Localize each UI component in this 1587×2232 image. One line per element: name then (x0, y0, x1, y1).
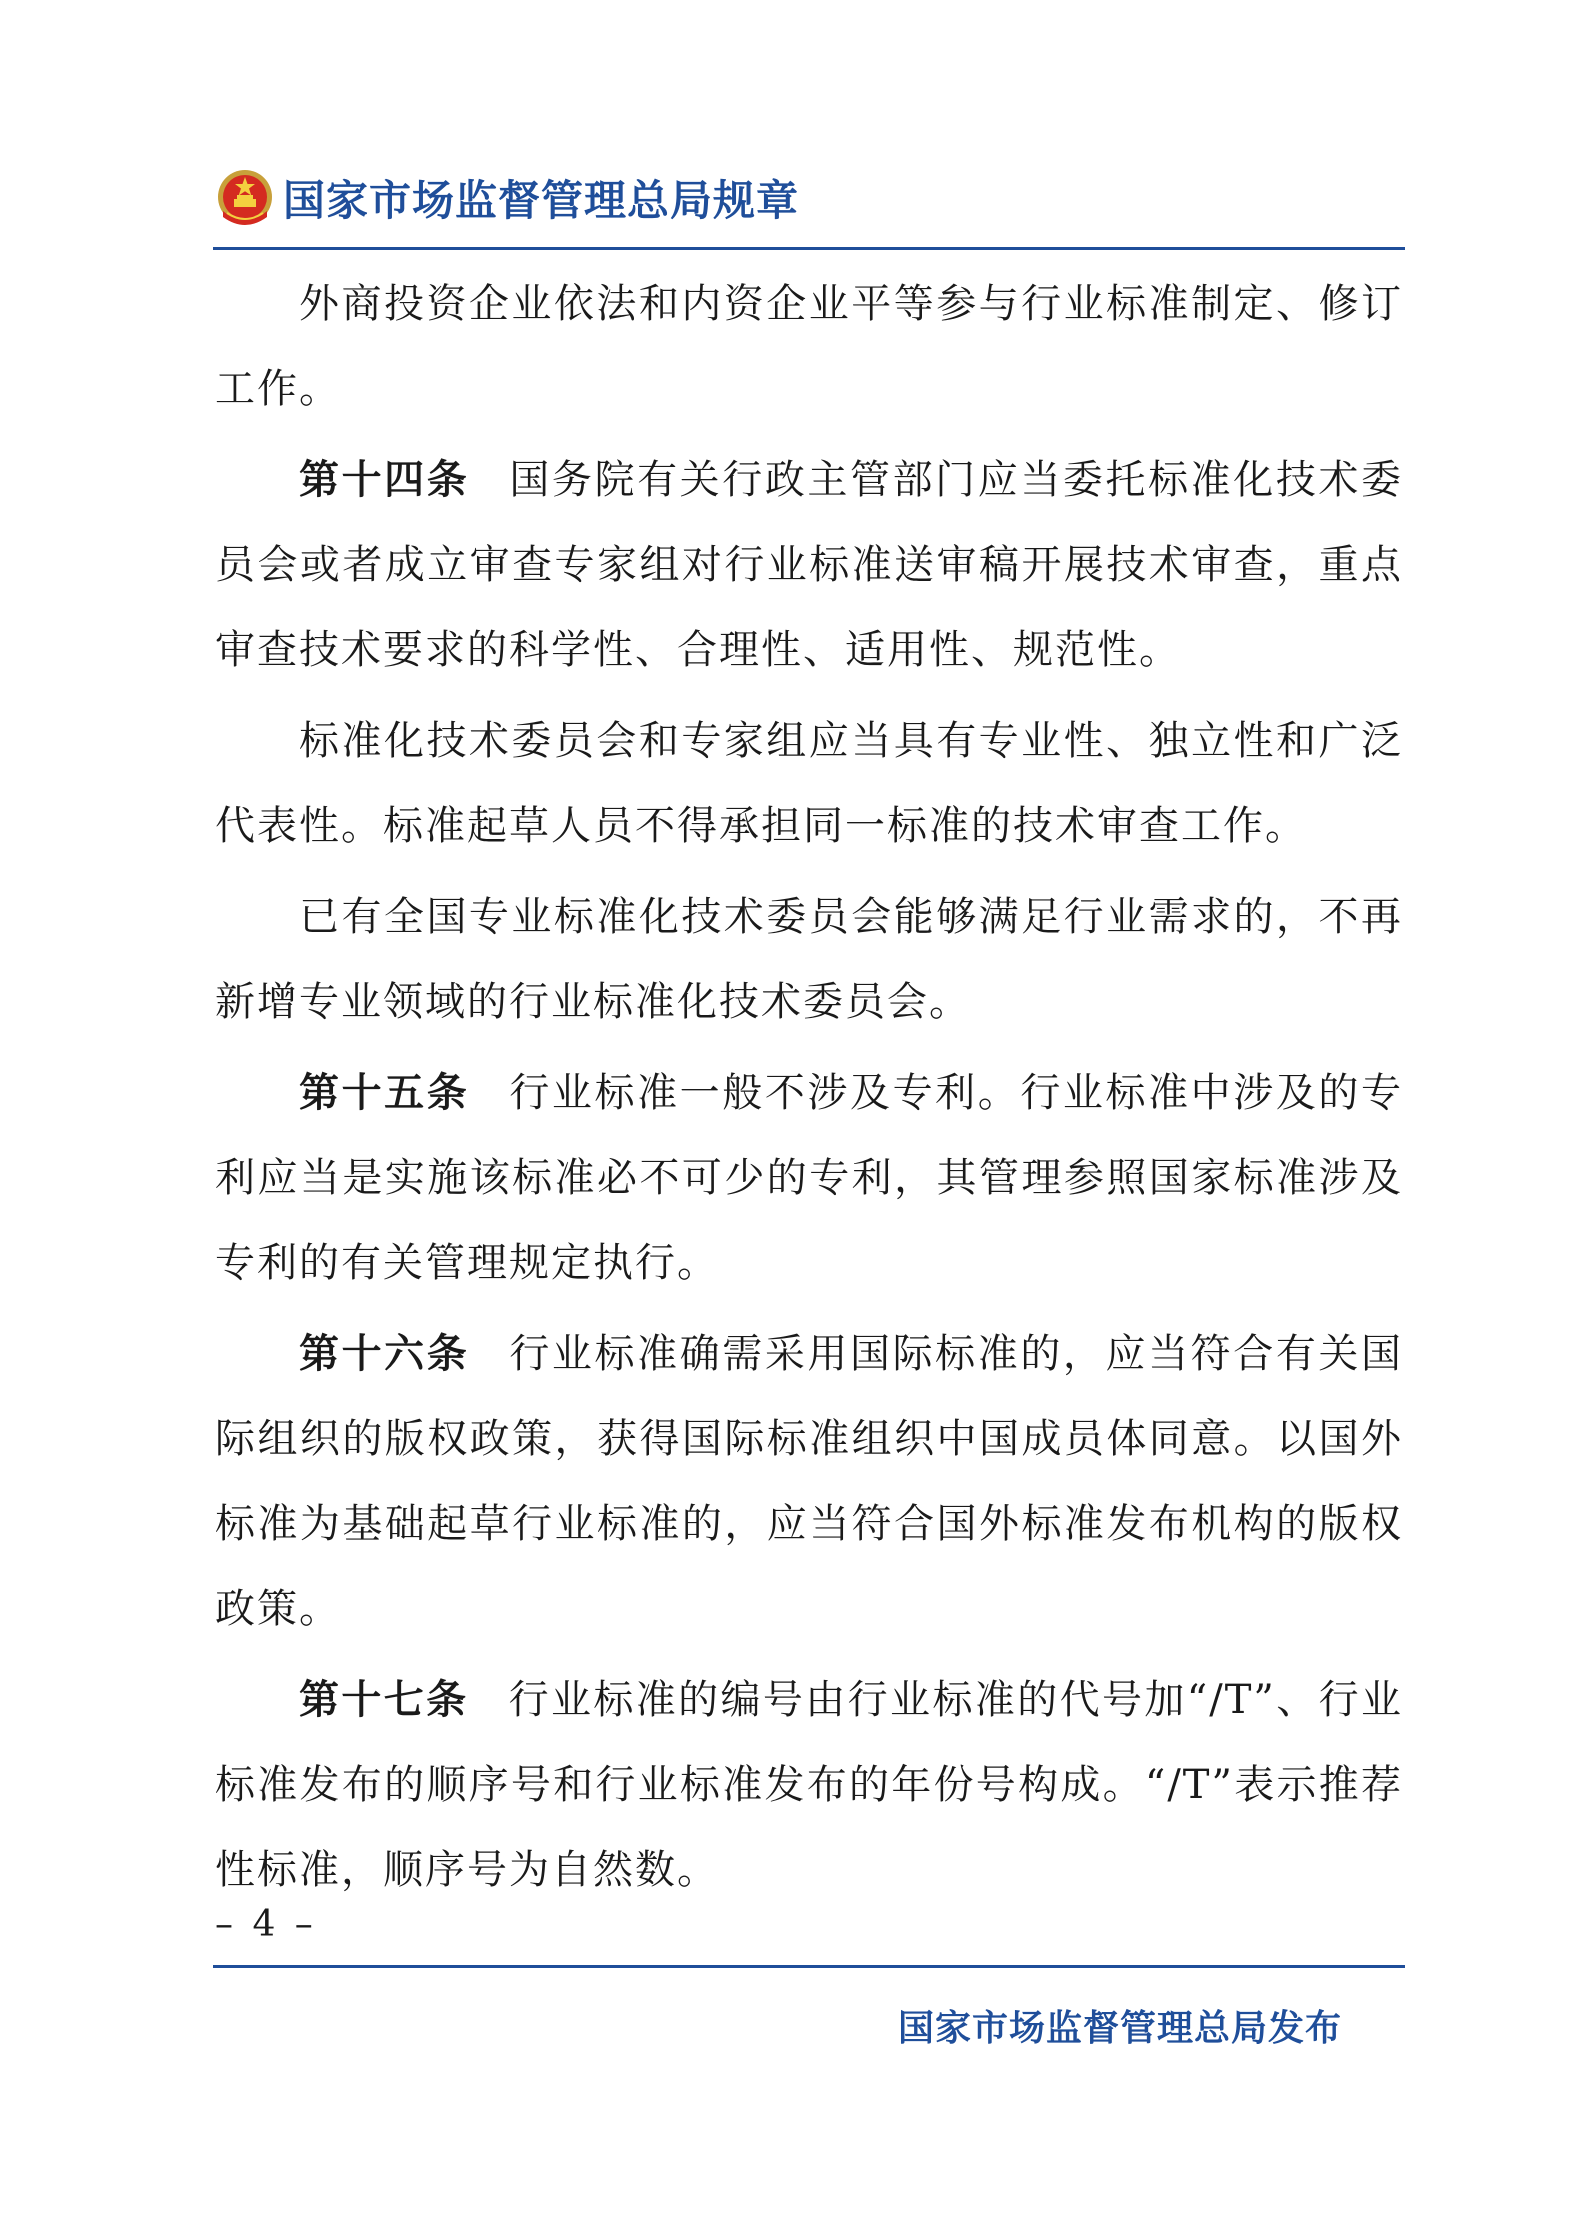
footer-publisher: 国家市场监督管理总局发布 (897, 2008, 1342, 2049)
paragraph-text: 标准化技术委员会和专家组应当具有专业性、独立性和广泛代表性。标准起草人员不得承担同一标准的技术审查工作。 (215, 718, 1403, 849)
paragraph-text: 行业标准的编号由行业标准的代号加“/T”、行业标准发布的顺序号和行业标准发布的年份号构成。“/T”表示推荐性标准，顺序号为自然数。 (215, 1677, 1403, 1893)
document-header (215, 162, 799, 234)
national-emblem-icon (215, 167, 275, 229)
paragraph-text: 行业标准一般不涉及专利。行业标准中涉及的专利应当是实施该标准必不可少的专利，其管理参照国家标准涉及专利的有关管理规定执行。 (215, 1070, 1404, 1286)
article-heading: 第十五条 (299, 1070, 470, 1116)
article-heading: 第十六条 (299, 1331, 470, 1377)
paragraph-text: 外商投资企业依法和内资企业平等参与行业标准制定、修订工作。 (215, 281, 1403, 412)
header-title: 国家市场监督管理总局规章 (283, 176, 800, 225)
document-body (215, 262, 1403, 1919)
article-15 (215, 1051, 1403, 1306)
article-17 (215, 1658, 1403, 1913)
header-divider (213, 247, 1405, 250)
paragraph (215, 699, 1403, 869)
paragraph-text: 国务院有关行政主管部门应当委托标准化技术委员会或者成立审查专家组对行业标准送审稿开展技术审查，重点审查技术要求的科学性、合理性、适用性、规范性。 (215, 457, 1404, 673)
paragraph (215, 262, 1403, 432)
paragraph (215, 875, 1403, 1045)
page-number: – 4 – (215, 1904, 317, 1945)
article-14 (215, 438, 1403, 693)
article-heading: 第十四条 (299, 457, 470, 503)
paragraph-text: 已有全国专业标准化技术委员会能够满足行业需求的，不再新增专业领域的行业标准化技术委员会。 (215, 894, 1403, 1025)
article-16 (215, 1312, 1403, 1652)
paragraph-text: 行业标准确需采用国际标准的，应当符合有关国际组织的版权政策，获得国际标准组织中国成员体同意。以国外标准为基础起草行业标准的，应当符合国外标准发布机构的版权政策。 (215, 1331, 1404, 1632)
article-heading: 第十七条 (299, 1677, 469, 1723)
footer-divider (213, 1965, 1405, 1968)
